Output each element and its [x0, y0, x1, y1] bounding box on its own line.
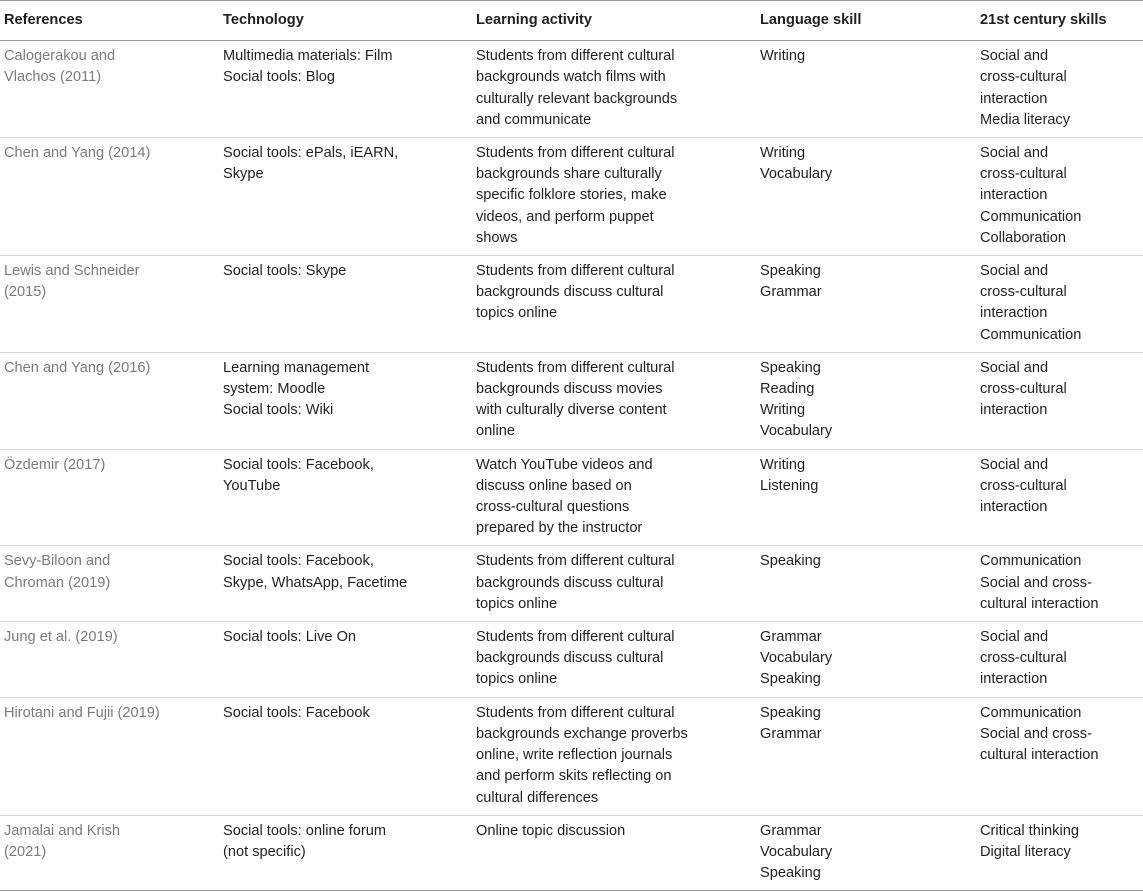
cell-line: (2021)	[4, 843, 47, 860]
cell-line: cultural interaction	[980, 747, 1099, 764]
cell-reference	[0, 138, 219, 256]
cell-learning-activity	[472, 622, 756, 698]
cell-line: Vocabulary	[760, 650, 833, 667]
cell-line: with culturally diverse content	[476, 402, 667, 419]
cell-line: system: Moodle	[223, 381, 326, 398]
header-21st-century-skills: 21st century skills	[980, 12, 1107, 28]
cell-line: discuss online based on	[476, 477, 632, 494]
cell-line: Collaboration	[980, 229, 1066, 246]
cell-line: Özdemir (2017)	[4, 456, 106, 473]
cell-learning-activity	[472, 352, 756, 449]
cell-line: Skype	[223, 166, 264, 183]
cell-reference	[0, 352, 219, 449]
header-language-skill: Language skill	[760, 12, 862, 28]
cell-line: backgrounds discuss movies	[476, 381, 663, 398]
table-row	[0, 449, 1143, 546]
cell-line: Communication	[980, 704, 1082, 721]
cell-line: Social and	[980, 145, 1049, 162]
cell-language-skill	[756, 622, 976, 698]
cell-line: Vocabulary	[760, 166, 833, 183]
cell-line: and communicate	[476, 111, 592, 128]
cell-line: Students from different cultural	[476, 629, 675, 646]
cell-21st-century-skills	[976, 697, 1143, 815]
table-row	[0, 546, 1143, 622]
cell-line: backgrounds share culturally	[476, 166, 662, 183]
cell-line: interaction	[980, 187, 1048, 204]
cell-line: Social tools: Live On	[223, 629, 357, 646]
cell-line: Sevy-Biloon and	[4, 553, 111, 570]
cell-learning-activity	[472, 815, 756, 891]
cell-line: Social tools: ePals, iEARN,	[223, 145, 399, 162]
cell-line: topics online	[476, 305, 558, 322]
cell-line: Communication	[980, 208, 1082, 225]
cell-line: Speaking	[760, 359, 821, 376]
cell-line: Grammar	[760, 284, 822, 301]
cell-line: backgrounds exchange proverbs	[476, 725, 688, 742]
cell-line: online	[476, 423, 515, 440]
cell-line: Social tools: Skype	[223, 263, 347, 280]
cell-21st-century-skills	[976, 138, 1143, 256]
cell-language-skill	[756, 815, 976, 891]
cell-line: topics online	[476, 595, 558, 612]
cell-line: Vlachos (2011)	[4, 69, 102, 86]
cell-language-skill	[756, 546, 976, 622]
cell-line: Social tools: Wiki	[223, 402, 334, 419]
cell-line: Social and	[980, 359, 1049, 376]
cell-technology	[219, 622, 472, 698]
cell-line: cultural interaction	[980, 595, 1099, 612]
cell-line: Students from different cultural	[476, 263, 675, 280]
cell-line: videos, and perform puppet	[476, 208, 654, 225]
cell-reference	[0, 697, 219, 815]
table-row	[0, 815, 1143, 891]
cell-line: Jung et al. (2019)	[4, 629, 118, 646]
cell-line: Social and	[980, 48, 1049, 65]
cell-line: Skype, WhatsApp, Facetime	[223, 574, 408, 591]
cell-line: (2015)	[4, 284, 47, 301]
cell-line: Students from different cultural	[476, 48, 675, 65]
cell-line: backgrounds discuss cultural	[476, 284, 664, 301]
cell-21st-century-skills	[976, 449, 1143, 546]
cell-learning-activity	[472, 138, 756, 256]
cell-line: Students from different cultural	[476, 359, 675, 376]
cell-line: Social tools: Facebook,	[223, 553, 374, 570]
cell-line: Vocabulary	[760, 423, 833, 440]
cell-line: Grammar	[760, 822, 822, 839]
cell-line: interaction	[980, 305, 1048, 322]
cell-line: Students from different cultural	[476, 553, 675, 570]
cell-line: Learning management	[223, 359, 370, 376]
cell-line: Chen and Yang (2014)	[4, 145, 151, 162]
cell-language-skill	[756, 256, 976, 353]
cell-line: backgrounds discuss cultural	[476, 650, 664, 667]
cell-line: and perform skits reflecting on	[476, 768, 672, 785]
cell-technology	[219, 697, 472, 815]
cell-line: Listening	[760, 477, 819, 494]
cell-line: Social tools: Facebook,	[223, 456, 374, 473]
cell-line: Chen and Yang (2016)	[4, 359, 151, 376]
cell-line: Hirotani and Fujii (2019)	[4, 704, 160, 721]
cell-language-skill	[756, 138, 976, 256]
cell-language-skill	[756, 41, 976, 138]
cell-language-skill	[756, 449, 976, 546]
cell-line: Writing	[760, 48, 806, 65]
header-learning-activity: Learning activity	[476, 12, 592, 28]
cell-line: specific folklore stories, make	[476, 187, 667, 204]
cell-line: Jamalai and Krish	[4, 822, 120, 839]
cell-line: Speaking	[760, 263, 821, 280]
cell-line: cross-cultural	[980, 650, 1067, 667]
cell-line: backgrounds discuss cultural	[476, 574, 664, 591]
cell-technology	[219, 41, 472, 138]
cell-technology	[219, 256, 472, 353]
cell-line: Watch YouTube videos and	[476, 456, 653, 473]
cell-learning-activity	[472, 449, 756, 546]
cell-line: Speaking	[760, 671, 821, 688]
cell-line: Writing	[760, 145, 806, 162]
table-row	[0, 697, 1143, 815]
cell-line: Critical thinking	[980, 822, 1079, 839]
cell-line: Chroman (2019)	[4, 574, 111, 591]
cell-line: cross-cultural	[980, 381, 1067, 398]
cell-line: online, write reflection journals	[476, 747, 673, 764]
cell-line: cross-cultural	[980, 166, 1067, 183]
cell-line: cross-cultural questions	[476, 499, 630, 516]
cell-reference	[0, 256, 219, 353]
cell-line: Speaking	[760, 553, 821, 570]
header-references: References	[4, 12, 83, 28]
cell-line: Social tools: Facebook	[223, 704, 370, 721]
cell-line: Media literacy	[980, 111, 1071, 128]
cell-technology	[219, 546, 472, 622]
cell-line: Social and	[980, 629, 1049, 646]
cell-line: Writing	[760, 402, 806, 419]
cell-line: Speaking	[760, 704, 821, 721]
cell-line: Social and	[980, 456, 1049, 473]
table-row	[0, 622, 1143, 698]
cell-technology	[219, 815, 472, 891]
cell-line: backgrounds watch films with	[476, 69, 666, 86]
cell-line: Digital literacy	[980, 843, 1071, 860]
cell-reference	[0, 815, 219, 891]
cell-21st-century-skills	[976, 41, 1143, 138]
cell-line: Speaking	[760, 865, 821, 882]
cell-line: Grammar	[760, 629, 822, 646]
cell-line: prepared by the instructor	[476, 520, 643, 537]
cell-reference	[0, 449, 219, 546]
cell-line: culturally relevant backgrounds	[476, 90, 678, 107]
cell-line: Social tools: Blog	[223, 69, 335, 86]
cell-line: Communication	[980, 553, 1082, 570]
table-body	[0, 41, 1143, 891]
cell-21st-century-skills	[976, 622, 1143, 698]
cell-technology	[219, 352, 472, 449]
cell-line: Reading	[760, 381, 815, 398]
cell-line: topics online	[476, 671, 558, 688]
table-row	[0, 41, 1143, 138]
cell-line: Social and cross-	[980, 574, 1092, 591]
cell-line: interaction	[980, 90, 1048, 107]
cell-reference	[0, 622, 219, 698]
cell-line: Grammar	[760, 725, 822, 742]
cell-21st-century-skills	[976, 256, 1143, 353]
cell-line: interaction	[980, 671, 1048, 688]
cell-technology	[219, 449, 472, 546]
cell-line: interaction	[980, 499, 1048, 516]
cell-line: Vocabulary	[760, 843, 833, 860]
cell-line: Social and cross-	[980, 725, 1092, 742]
cell-21st-century-skills	[976, 815, 1143, 891]
cell-line: Writing	[760, 456, 806, 473]
cell-language-skill	[756, 352, 976, 449]
cell-language-skill	[756, 697, 976, 815]
cell-line: Students from different cultural	[476, 704, 675, 721]
table-header	[0, 1, 1143, 41]
cell-line: Communication	[980, 326, 1082, 343]
cell-line: Online topic discussion	[476, 822, 626, 839]
table-row	[0, 352, 1143, 449]
cell-reference	[0, 41, 219, 138]
cell-line: cultural differences	[476, 789, 599, 806]
cell-line: Students from different cultural	[476, 145, 675, 162]
header-row	[0, 1, 1143, 41]
cell-line: (not specific)	[223, 843, 306, 860]
header-technology: Technology	[223, 12, 304, 28]
cell-line: Social and	[980, 263, 1049, 280]
cell-21st-century-skills	[976, 546, 1143, 622]
cell-line: Multimedia materials: Film	[223, 48, 393, 65]
cell-line: interaction	[980, 402, 1048, 419]
cell-line: YouTube	[223, 477, 281, 494]
cell-21st-century-skills	[976, 352, 1143, 449]
cell-line: cross-cultural	[980, 284, 1067, 301]
cell-line: cross-cultural	[980, 477, 1067, 494]
cell-learning-activity	[472, 256, 756, 353]
cell-line: cross-cultural	[980, 69, 1067, 86]
cell-line: shows	[476, 229, 518, 246]
cell-learning-activity	[472, 546, 756, 622]
cell-learning-activity	[472, 41, 756, 138]
cell-reference	[0, 546, 219, 622]
table-row	[0, 256, 1143, 353]
cell-learning-activity	[472, 697, 756, 815]
table-row	[0, 138, 1143, 256]
cell-line: Lewis and Schneider	[4, 263, 140, 280]
cell-line: Social tools: online forum	[223, 822, 387, 839]
cell-line: Calogerakou and	[4, 48, 116, 65]
cell-technology	[219, 138, 472, 256]
